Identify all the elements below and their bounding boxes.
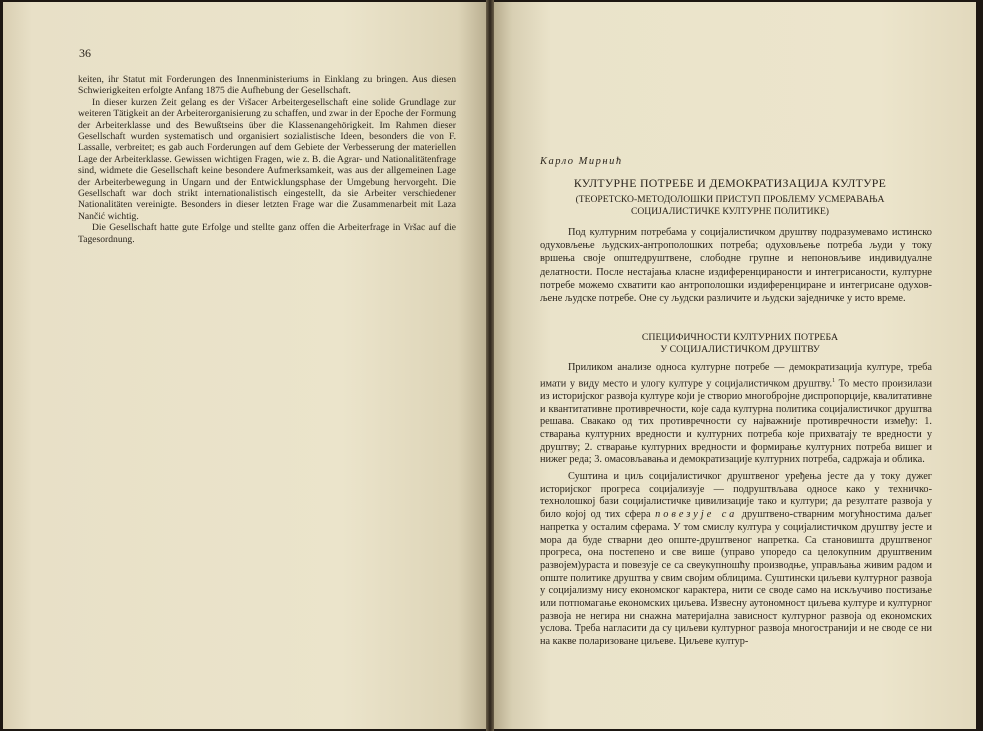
body-text-run: друштвено-стварним могућностима даљег напретка у осталим сферама. У том смислу култура у социјалистичком друштву јесте и мора да буде стварни део опште-друштвеног напретка. Са становишта друштвеног прогреса, она постепено и све више (управо упоредо са целокупним друштвеним развојем)ураста и повезује се са свеукупношћу производње, управљања живим радом и опште политике друштва у свим својим облицима. Суштински циљеви културног развоја у социјализму нису економског карактера, нити се своде само на искључиво постизање или потпомагање економских циљева. Извесну аутономност циљева културе и културног развоја не негира ни снажна материјална зависност културног развоја од економских услова. Треба нагласити да су циљеви културног развоја многостранији и не своде се ни на какве поларизоване циљеве. Циљеве култур- (540, 509, 932, 648)
section-heading (560, 332, 920, 357)
body-text-run: Суштина и циљ социјалистичког друштвеног уређења јесте да у току дужег историјског прогреса социјализује — подруштвљава односе како у техничко-технолошкој бази социјалистичке цивилизације тако и култури; да резултате развоја у било којој од тих сфера (540, 471, 932, 521)
body-text-run: Приликом анализе односа културне потребе — демократизација културе, треба имати у виду место и улогу културе у социјалистичком друштву. (540, 362, 932, 390)
article-author: Карло Мирнић (540, 156, 623, 167)
section-heading-line: СПЕЦИФИЧНОСТИ КУЛТУРНИХ ПОТРЕБА (641, 332, 839, 343)
article-title: КУЛТУРНЕ ПОТРЕБЕ И ДЕМОКРАТИЗАЦИЈА КУЛТУРЕ (573, 176, 887, 190)
spaced-emphasis: повезује са (655, 509, 738, 521)
subtitle-line: (ТЕОРЕТСКО-МЕТОДОЛОШКИ ПРИСТУП ПРОБЛЕМУ УСМЕРАВАЊА (575, 194, 885, 205)
article-body (540, 362, 932, 653)
left-paragraph: keiten, ihr Statut mit Forderungen des Innenministeriums in Einklang zu bringen. Aus diesen Schwierigkeiten erfolgte Anfang 1875 die Aufhebung der Gesellschaft. (78, 74, 456, 97)
section-heading-line: У СОЦИЈАЛИСТИЧКОМ ДРУШТВУ (660, 344, 820, 356)
article-subtitle (530, 194, 930, 218)
article-abstract: Под културним потребама у социјалистичком друштву подразумевамо истинско одуховљење људских-антрополошких потреба; одуховљење потреба људи у току вршења своје општедруштвене, слободне групне и непоновљиве индивидуалне делатности. После нестајања класне издиференцираности и интегрисаности, културне потребе можемо схватити као антрополошки издиференциране и интегрисане одуховљене људске потребе. Оне су људски различите и људски заједничке у исто време. (540, 227, 932, 305)
left-page-text (78, 74, 456, 245)
book-gutter (486, 0, 494, 731)
body-paragraph (540, 471, 932, 649)
body-paragraph (540, 362, 932, 467)
body-text-run: То место произилази из историјског развоја културе који је створио многобројне диспропорције, квалитативне и квантитативне противречности, које сада културна политика социјалистичког друштва решава. Свакако од тих противречности су најважније противречности између: 1. стварања културних вредности и културних потреба које прихватају те вредности у друштву; 2. стварање културних вредности и формирање културних потреба вишег и нижег реда; 3. омасовљавања и демократизације културних потреба, садржаја и облика. (540, 378, 932, 466)
page-number: 36 (79, 46, 91, 60)
footnote-marker: 1 (832, 377, 836, 384)
left-paragraph: Die Gesellschaft hatte gute Erfolge und stellte ganz offen die Arbeiterfrage in Vršac auf die Tagesordnung. (78, 222, 456, 245)
subtitle-line: СОЦИЈАЛИСТИЧКЕ КУЛТУРНЕ ПОЛИТИКЕ) (630, 206, 829, 217)
left-paragraph: In dieser kurzen Zeit gelang es der Vršacer Arbeitergesellschaft eine solide Grundlage zur weiteren Tätigkeit an der Arbeiterorganisierung zu schaffen, und zwar in der Epoche der Formung der Arbeiterklasse und des Bewußtseins über die Klassenangehörigkeit. Im Rahmen dieser Gesellschaft wurden systematisch und organisiert sozialistische Ideen, besonders die von F. Lassalle, verbreitet; es gab auch Forderungen auf dem Gebiete der Verbesserung der materiellen Lage der Arbeiterklasse. Gewissen wichtigen Fragen, wie z. B. die Agrar- und Nationalitätenfrage sind, widmete die Gesellschaft keine besondere Aufmerksamkeit, was aus der allgemeinen Lage der Arbeiterbewegung in Ungarn und der Entwicklungsphase der Umgebung hervorgeht. Die Gesellschaft war doch strikt internationalistisch eingestellt, da sie Arbeiter verschiedener Nationalitäten vereinigte. Besonders in dieser letzten Frage war die Zusammenarbeit mit Laza Nančić wichtig. (78, 96, 456, 222)
